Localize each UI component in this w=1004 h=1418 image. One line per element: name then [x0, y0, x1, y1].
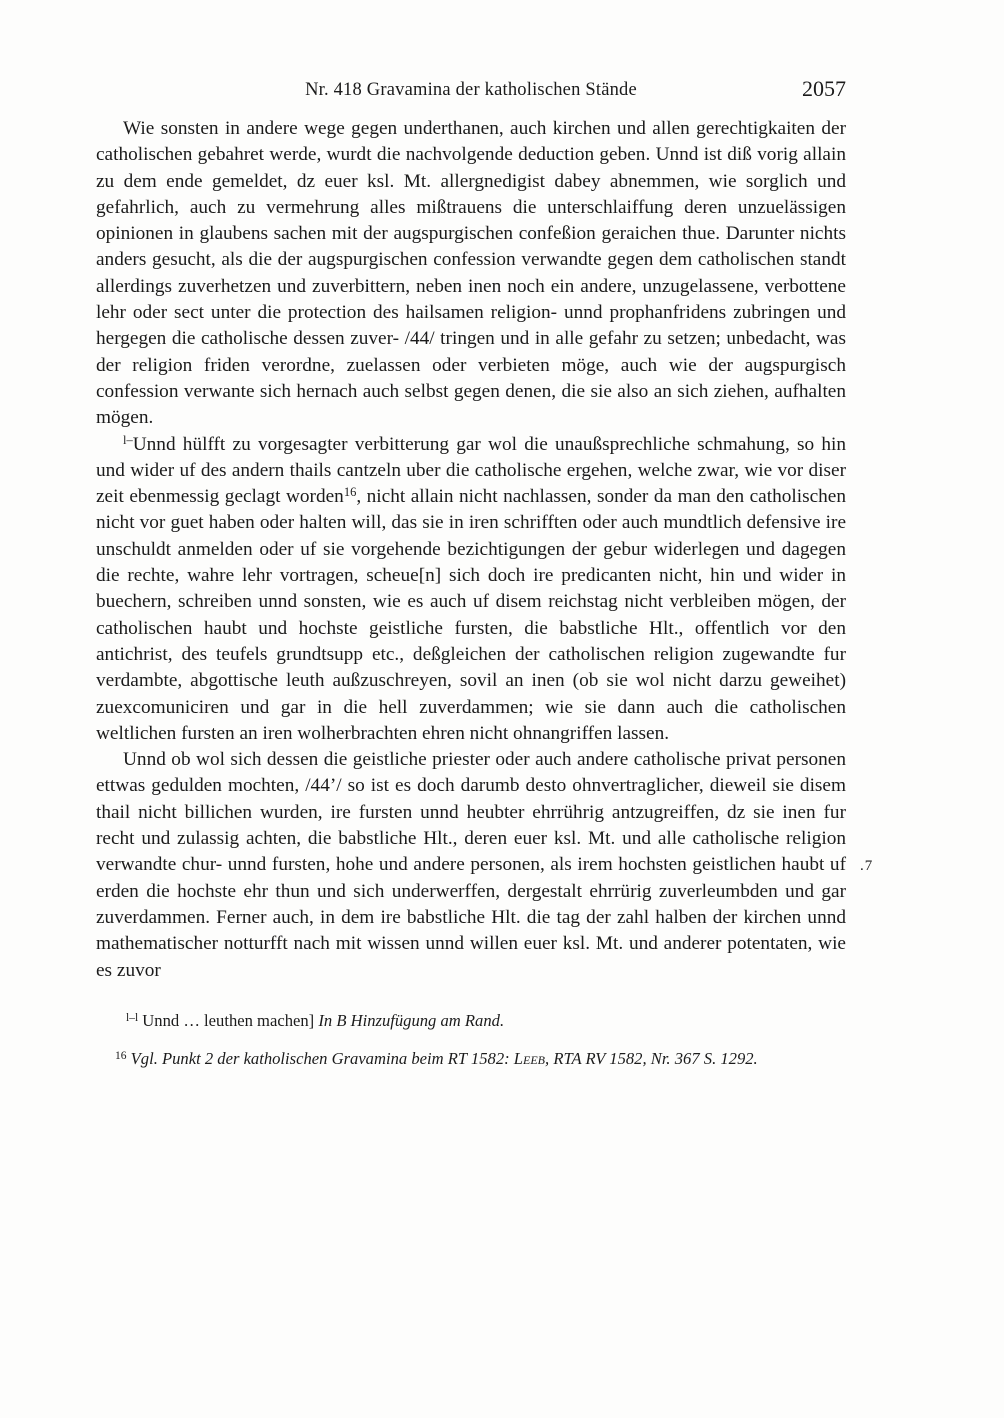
paragraph-1: Wie sonsten in andere wege gegen underthanen, auch kirchen und allen gerechtigkaiten der catholischen gebahret werde, wurdt die nachvolgende deduction geben. Unnd ist diß vorig allain zu dem ende gemeldet, dz euer ksl. Mt. allergnedigist dabey abnemmen, wie sorglich und gefahrlich, auch zu vermehrung alles mißtrauens die unterschlaiffung deren unzuelässigen opinionen in glaubens sachen mit der augspurgischen confeßion geraichen thue. Darunter nichts anders gesucht, als die der augspurgischen confession verwandte gegen dem catholischen standt allerdings zuverhetzen und zuverbittern, neben inen noch ein andere, unzugelassene, verbottene lehr oder sect unter die protection des hailsamen religion- unnd prophanfridens zubringen und hergegen die catholische dessen zuver- /44/ tringen und in alle gefahr zu setzen; unbedacht, was der religion friden verordne, zuelassen oder verbieten möge, auch wie der augspurgisch confession verwante sich hernach auch selbst gegen denen, die sie also an sich ziehen, aufhalten mögen.	[96, 118, 846, 429]
running-title: Nr. 418 Gravamina der katholischen Stände	[305, 80, 637, 100]
paragraph-2-text-a: Unnd hülfft zu vorgesagter verbitterung gar wol die unaußsprechliche schmahung, so hin und wider uf des andern thails cantzeln uber die catholische ergehen, welche zwar, wie vor diser zeit ebenmessig geclagt worden	[96, 433, 846, 508]
paragraph-2-text-b: , nicht allain nicht nachlassen, sonder da man den catholischen nicht vor guet haben oder halten will, das sie in iren schrifften oder auch mundtlich defensive ire unschuldt anmelden oder uf sie vorgehende bezichtigungen der gebur widerlegen und dagegen die rechte, wahre lehr vortragen, scheue[n] sich doch ire predicanten nicht, hin und wider in buechern, schreiben unnd sonsten, wie es auch uf disem reichstag nicht verbleiben mögen, der catholischen haubt und hochste geistliche fursten, die babstliche Hlt., offentlich vor den antichrist, des teufels grundtsupp etc., deßgleichen der catholischen religion zugewandte fur verdambte, abgottische leuth außzuschreyen, sovil an inen (ob sie wol nicht darzu geweihet) zuexcomuniciren und gar in die hell zuverdammen; wie sie dann auch die catholischen weltlichen fursten an iren wolherbrachten ehren nicht ohnangriffen lassen.	[96, 486, 846, 744]
main-text	[96, 116, 846, 984]
footnote-ref-16: 16	[343, 485, 357, 500]
footnote-area	[96, 1010, 846, 1071]
footnote-16-author: Leeb	[513, 1049, 546, 1069]
apparatus-note	[96, 1010, 846, 1033]
apparatus-note-marker: l–l	[126, 1011, 139, 1024]
page-number: 2057	[802, 76, 846, 101]
footnote-16	[96, 1048, 846, 1071]
apparatus-note-text	[96, 1010, 846, 1033]
footnote-16-text	[96, 1048, 846, 1071]
apparatus-comment: In B Hinzufügung am Rand.	[318, 1010, 505, 1030]
footnote-16-marker: 16	[115, 1050, 127, 1063]
footnote-16-citation-tail: , RTA RV 1582, Nr. 367 S. 1292.	[545, 1049, 758, 1069]
paragraph-3: Unnd ob wol sich dessen die geistliche priester oder auch andere catholische privat personen ettwas gedulden mochten, /44’/ so ist es doch darumb desto ohnvertraglicher, dieweil sie disem thail nicht billichen wurden, ire fursten unnd heubter ehrrührig antzugreiffen, dz sie inen fur recht und zulassig achten, die babstliche Hlt., deren euer ksl. Mt. und alle catholische religion verwandte chur- unnd fursten, hohe und andere personen, als irem hochsten geistlichen haubt uf erden die hochste ehr thun und sich underwerffen, dergestalt ehrrürig zuverleumbden und gar zuverdammen. Ferner auch, in dem ire babstliche Hlt. die tag der zahl halben der kirchen unnd mathematischer notturfft nach mit wissen unnd willen euer ksl. Mt. und anderer potentaten, wie es zuvor	[96, 749, 846, 981]
paragraph-2	[96, 432, 846, 748]
page-header	[96, 76, 846, 108]
text-block	[96, 76, 846, 1071]
footnote-16-citation-lead: Vgl. Punkt 2 der katholischen Gravamina beim RT 1582:	[130, 1049, 514, 1069]
apparatus-start-marker: l–	[123, 432, 133, 447]
margin-note: .7	[860, 858, 874, 874]
apparatus-lemma: Unnd … leuthen machen]	[142, 1010, 315, 1030]
